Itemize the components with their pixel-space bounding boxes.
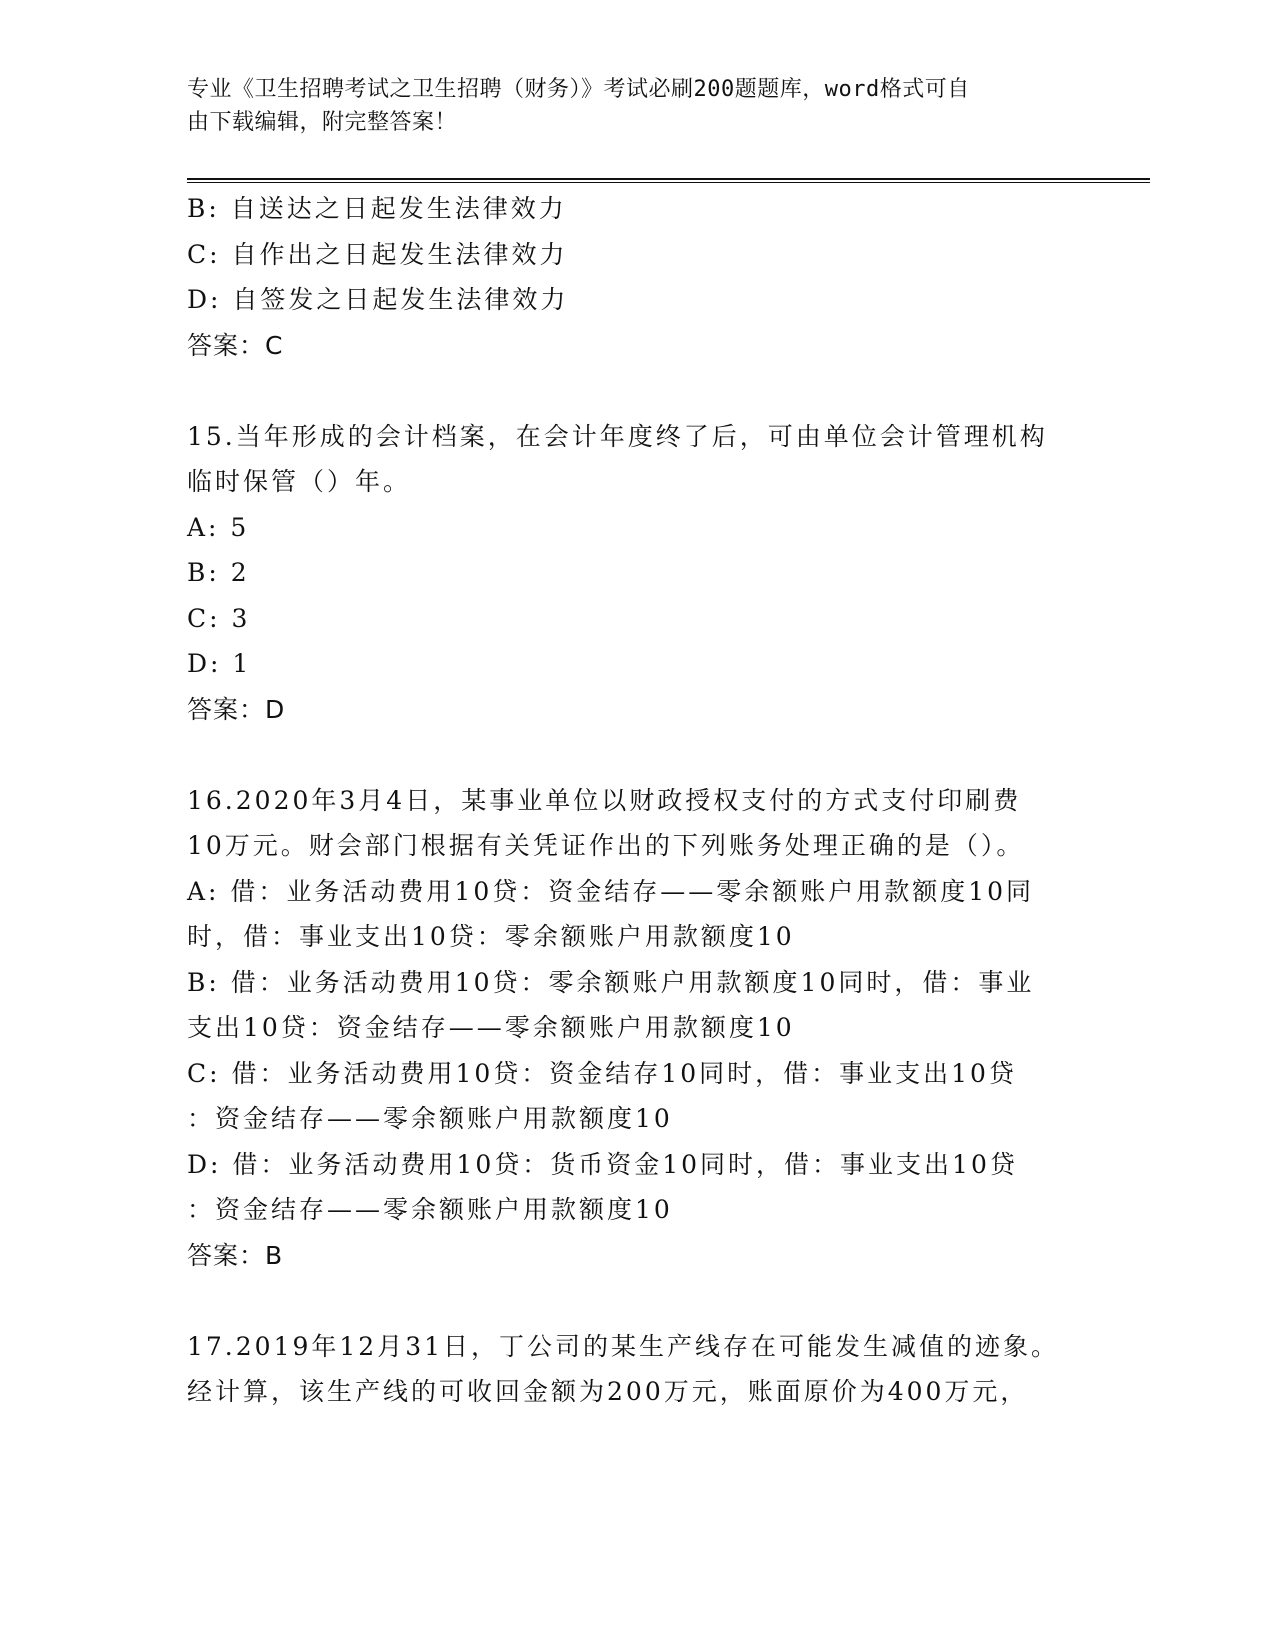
question-stem-continued: 临时保管（）年。 <box>187 467 412 496</box>
question-17 <box>187 1324 1067 1415</box>
question-stem: 17.2019年12月31日，丁公司的某生产线存在可能发生减值的迹象。 <box>187 1331 1060 1361</box>
option-b: B: 自送达之日起发生法律效力 <box>187 194 567 223</box>
option-d-continued: ：资金结存——零余额账户用款额度10 <box>187 1195 673 1224</box>
answer-label: 答案：C <box>187 330 284 360</box>
option-b-continued: 支出10贷：资金结存——零余额账户用款额度10 <box>187 1013 795 1042</box>
option-d: D: 自签发之日起发生法律效力 <box>187 285 569 314</box>
answer-label: 答案：D <box>187 694 286 724</box>
spacer <box>187 1278 1067 1324</box>
option-b: B: 2 <box>187 558 250 587</box>
option-c: C: 自作出之日起发生法律效力 <box>187 239 568 269</box>
option-a: A: 借：业务活动费用10贷：资金结存——零余额账户用款额度10同 <box>187 876 1035 906</box>
document-body <box>187 186 1067 1415</box>
question-14-tail <box>187 186 1067 368</box>
question-stem-continued: 经计算，该生产线的可收回金额为200万元，账面原价为400万元， <box>187 1377 1029 1406</box>
option-a-continued: 时，借：事业支出10贷：零余额账户用款额度10 <box>187 922 795 951</box>
header-divider-thick <box>187 178 1150 180</box>
option-c-continued: ：资金结存——零余额账户用款额度10 <box>187 1104 673 1133</box>
option-b: B: 借：业务活动费用10贷：零余额账户用款额度10同时，借：事业 <box>187 967 1035 997</box>
option-a: A: 5 <box>187 512 250 542</box>
question-16 <box>187 778 1067 1279</box>
question-15 <box>187 414 1067 733</box>
spacer <box>187 732 1067 778</box>
option-c: C: 3 <box>187 603 251 633</box>
document-header <box>187 73 1067 139</box>
header-title-line-1: 专业《卫生招聘考试之卫生招聘（财务）》考试必刷200题题库，word格式可自 <box>187 77 970 102</box>
option-d: D: 借：业务活动费用10贷：货币资金10同时，借：事业支出10贷 <box>187 1149 1018 1179</box>
option-d: D: 1 <box>187 649 252 678</box>
question-stem: 16.2020年3月4日，某事业单位以财政授权支付的方式支付印刷费 <box>187 785 1022 815</box>
header-title-line-2: 由下载编辑，附完整答案！ <box>187 110 458 135</box>
question-stem: 15.当年形成的会计档案，在会计年度终了后，可由单位会计管理机构 <box>187 421 1048 451</box>
answer-label: 答案：B <box>187 1240 284 1270</box>
spacer <box>187 368 1067 414</box>
option-c: C: 借：业务活动费用10贷：资金结存10同时，借：事业支出10贷 <box>187 1058 1017 1088</box>
header-divider-thin <box>187 182 1150 183</box>
question-stem-continued: 10万元。财会部门根据有关凭证作出的下列账务处理正确的是（）。 <box>187 831 1025 860</box>
